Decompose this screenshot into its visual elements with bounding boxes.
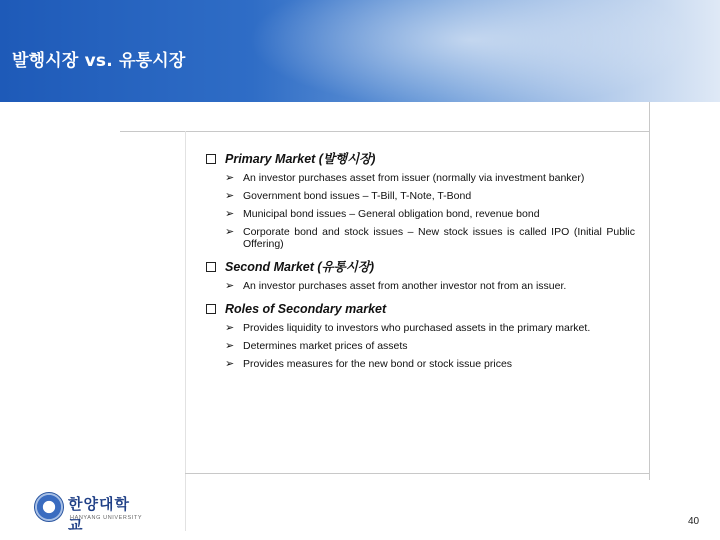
list-item: [225, 280, 635, 292]
list-item: [225, 172, 635, 184]
left-divider: [185, 131, 186, 531]
logo-subtitle: HANYANG UNIVERSITY: [70, 515, 143, 521]
list-item-text: Determines market prices of assets: [243, 340, 408, 352]
arrow-bullet-icon: ➢: [225, 190, 235, 202]
arrow-bullet-icon: ➢: [225, 172, 235, 184]
section-second-market: [205, 258, 635, 292]
list-item-text: Municipal bond issues – General obligation bond, revenue bond: [243, 208, 540, 220]
arrow-bullet-icon: ➢: [225, 322, 235, 334]
list-item-text: Corporate bond and stock issues – New stock issues is called IPO (Initial Public Offering): [243, 226, 635, 250]
bullet-list: [225, 280, 635, 292]
page-number: 40: [688, 516, 700, 527]
section-title: Primary Market (발행시장): [225, 152, 376, 166]
square-bullet-icon: [206, 154, 216, 164]
square-bullet-icon: [206, 262, 216, 272]
list-item: [225, 226, 635, 250]
section-primary-market: [205, 150, 635, 250]
list-item-text: Provides measures for the new bond or stock issue prices: [243, 358, 513, 370]
university-logo: [30, 490, 145, 534]
arrow-bullet-icon: ➢: [225, 358, 235, 370]
list-item: [225, 208, 635, 220]
logo-name: 한양대학교: [68, 495, 130, 534]
section-roles-secondary-market: [205, 300, 635, 370]
top-divider: [120, 131, 650, 132]
list-item: [225, 190, 635, 202]
list-item-text: Provides liquidity to investors who purchased assets in the primary market.: [243, 322, 591, 334]
list-item: [225, 358, 635, 370]
list-item: [225, 322, 635, 334]
bottom-divider: [185, 473, 650, 474]
university-seal-icon: [34, 492, 64, 522]
bullet-list: [225, 322, 635, 370]
list-item-text: An investor purchases asset from another investor not from an issuer.: [243, 280, 567, 292]
arrow-bullet-icon: ➢: [225, 226, 235, 238]
arrow-bullet-icon: ➢: [225, 280, 235, 292]
square-bullet-icon: [206, 304, 216, 314]
list-item-text: Government bond issues – T-Bill, T-Note, T-Bond: [243, 190, 472, 202]
section-title: Second Market (유통시장): [225, 260, 375, 274]
bullet-list: [225, 172, 635, 250]
list-item-text: An investor purchases asset from issuer (normally via investment banker): [243, 172, 585, 184]
list-item: [225, 340, 635, 352]
section-title: Roles of Secondary market: [225, 302, 387, 316]
arrow-bullet-icon: ➢: [225, 340, 235, 352]
header-banner: [0, 0, 720, 102]
slide-content: [205, 150, 635, 378]
slide-title: 발행시장 vs. 유통시장: [12, 51, 186, 71]
arrow-bullet-icon: ➢: [225, 208, 235, 220]
right-divider: [649, 102, 650, 480]
